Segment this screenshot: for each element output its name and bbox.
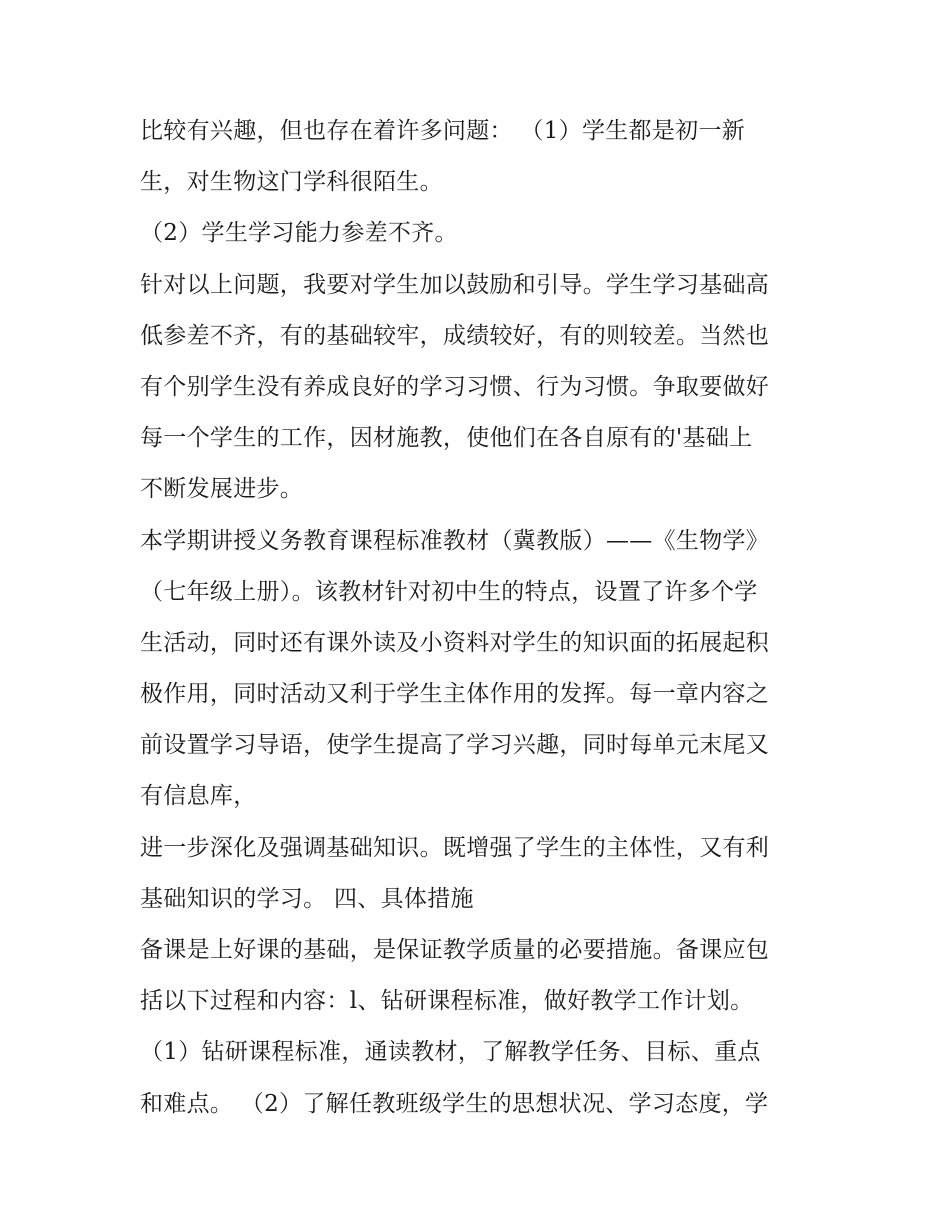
text-line: 本学期讲授义务教育课程标准教材（冀教版）——《生物学》 bbox=[140, 527, 770, 554]
text-line: （七年级上册）。该教材针对初中生的特点，设置了许多个学 bbox=[140, 578, 758, 605]
text-line: 基础知识的学习。 四、具体措施 bbox=[140, 885, 474, 912]
text-line: 进一步深化及强调基础知识。既增强了学生的主体性，又有利 bbox=[140, 834, 770, 861]
text-line: 有信息库， bbox=[140, 783, 257, 810]
text-line: 生，对生物这门学科很陌生。 bbox=[140, 169, 443, 196]
text-line: （1）钻研课程标准，通读教材，了解教学任务、目标、重点 bbox=[140, 1039, 761, 1066]
text-line: 低参差不齐，有的基础较牢，成绩较好，有的则较差。当然也 bbox=[140, 322, 770, 349]
text-line: 每一个学生的工作，因材施教，使他们在各自原有的'基础上 bbox=[140, 425, 753, 452]
text-line: 极作用，同时活动又利于学生主体作用的发挥。每一章内容之 bbox=[140, 681, 770, 708]
text-line: 生活动，同时还有课外读及小资料对学生的知识面的拓展起积 bbox=[140, 629, 770, 656]
text-line: 括以下过程和内容：l、钻研课程标准，做好教学工作计划。 bbox=[140, 988, 754, 1015]
text-line: 不断发展进步。 bbox=[140, 476, 304, 503]
text-line: 针对以上问题，我要对学生加以鼓励和引导。学生学习基础高 bbox=[140, 271, 770, 298]
text-line: 有个别学生没有养成良好的学习习惯、行为习惯。争取要做好 bbox=[140, 373, 770, 400]
text-line: 比较有兴趣，但也存在着许多问题： （1）学生都是初一新 bbox=[140, 118, 746, 144]
text-line: 和难点。 （2）了解任教班级学生的思想状况、学习态度，学 bbox=[140, 1090, 769, 1117]
body-text bbox=[140, 106, 830, 1130]
text-line: （2）学生学习能力参差不齐。 bbox=[140, 220, 458, 247]
text-line: 前设置学习导语，使学生提高了学习兴趣，同时每单元末尾又 bbox=[140, 732, 770, 759]
text-line: 备课是上好课的基础，是保证教学质量的必要措施。备课应包 bbox=[140, 937, 770, 963]
